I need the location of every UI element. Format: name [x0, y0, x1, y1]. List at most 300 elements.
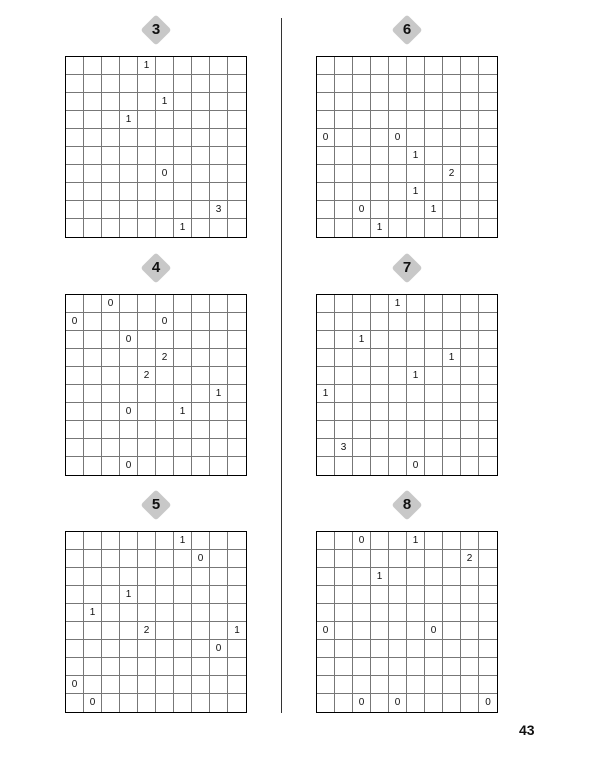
grid-cell[interactable] [228, 201, 246, 219]
grid-cell[interactable] [443, 568, 461, 586]
grid-cell[interactable] [371, 183, 389, 201]
grid-cell[interactable] [317, 586, 335, 604]
grid-cell[interactable] [425, 129, 443, 147]
grid-cell[interactable] [371, 111, 389, 129]
grid-cell[interactable] [120, 219, 138, 237]
grid-cell[interactable] [335, 532, 353, 550]
grid-cell[interactable] [156, 604, 174, 622]
grid-cell[interactable] [443, 219, 461, 237]
grid-cell[interactable] [389, 676, 407, 694]
grid-cell[interactable] [210, 457, 228, 475]
clue-cell[interactable]: 2 [461, 550, 479, 568]
grid-cell[interactable] [192, 183, 210, 201]
grid-cell[interactable] [138, 550, 156, 568]
grid-cell[interactable] [228, 331, 246, 349]
grid-cell[interactable] [210, 403, 228, 421]
grid-cell[interactable] [479, 421, 497, 439]
grid-cell[interactable] [479, 658, 497, 676]
grid-cell[interactable] [138, 421, 156, 439]
grid-cell[interactable] [84, 421, 102, 439]
grid-cell[interactable] [389, 421, 407, 439]
clue-cell[interactable]: 0 [84, 694, 102, 712]
clue-cell[interactable]: 2 [138, 622, 156, 640]
grid-cell[interactable] [84, 550, 102, 568]
grid-cell[interactable] [353, 295, 371, 313]
grid-cell[interactable] [102, 331, 120, 349]
grid-cell[interactable] [425, 331, 443, 349]
grid-cell[interactable] [353, 403, 371, 421]
grid-cell[interactable] [335, 694, 353, 712]
grid-cell[interactable] [192, 57, 210, 75]
grid-cell[interactable] [389, 313, 407, 331]
grid-cell[interactable] [120, 183, 138, 201]
clue-cell[interactable]: 0 [317, 129, 335, 147]
grid-cell[interactable] [210, 658, 228, 676]
grid-cell[interactable] [335, 57, 353, 75]
grid-cell[interactable] [228, 403, 246, 421]
grid-cell[interactable] [461, 313, 479, 331]
grid-cell[interactable] [371, 658, 389, 676]
grid-cell[interactable] [317, 331, 335, 349]
grid-cell[interactable] [210, 439, 228, 457]
grid-cell[interactable] [66, 147, 84, 165]
grid-cell[interactable] [138, 183, 156, 201]
grid-cell[interactable] [407, 550, 425, 568]
grid-cell[interactable] [443, 604, 461, 622]
grid-cell[interactable] [443, 147, 461, 165]
grid-cell[interactable] [66, 201, 84, 219]
grid-cell[interactable] [389, 403, 407, 421]
grid-cell[interactable] [156, 568, 174, 586]
grid-cell[interactable] [317, 658, 335, 676]
grid-cell[interactable] [138, 331, 156, 349]
grid-cell[interactable] [443, 129, 461, 147]
grid-cell[interactable] [84, 622, 102, 640]
grid-cell[interactable] [443, 550, 461, 568]
grid-cell[interactable] [102, 604, 120, 622]
grid-cell[interactable] [317, 457, 335, 475]
grid-cell[interactable] [443, 403, 461, 421]
clue-cell[interactable]: 2 [138, 367, 156, 385]
grid-cell[interactable] [120, 295, 138, 313]
grid-cell[interactable] [389, 457, 407, 475]
grid-cell[interactable] [425, 295, 443, 313]
clue-cell[interactable]: 1 [425, 201, 443, 219]
grid-cell[interactable] [425, 367, 443, 385]
grid-cell[interactable] [461, 183, 479, 201]
grid-cell[interactable] [479, 622, 497, 640]
grid-cell[interactable] [156, 111, 174, 129]
grid-cell[interactable] [138, 439, 156, 457]
grid-cell[interactable] [479, 219, 497, 237]
grid-cell[interactable] [102, 532, 120, 550]
grid-cell[interactable] [102, 586, 120, 604]
grid-cell[interactable] [192, 111, 210, 129]
grid-cell[interactable] [66, 57, 84, 75]
grid-cell[interactable] [84, 111, 102, 129]
clue-cell[interactable]: 0 [210, 640, 228, 658]
grid-cell[interactable] [174, 640, 192, 658]
grid-cell[interactable] [407, 313, 425, 331]
grid-cell[interactable] [461, 568, 479, 586]
grid-cell[interactable] [228, 111, 246, 129]
grid-cell[interactable] [461, 604, 479, 622]
clue-cell[interactable]: 1 [120, 586, 138, 604]
grid-cell[interactable] [461, 367, 479, 385]
grid-cell[interactable] [443, 75, 461, 93]
grid-cell[interactable] [192, 367, 210, 385]
clue-cell[interactable]: 0 [389, 694, 407, 712]
grid-cell[interactable] [138, 457, 156, 475]
grid-cell[interactable] [156, 457, 174, 475]
grid-cell[interactable] [479, 586, 497, 604]
grid-cell[interactable] [120, 313, 138, 331]
grid-cell[interactable] [84, 568, 102, 586]
grid-cell[interactable] [407, 439, 425, 457]
grid-cell[interactable] [353, 604, 371, 622]
grid-cell[interactable] [228, 165, 246, 183]
grid-cell[interactable] [389, 439, 407, 457]
puzzle-grid[interactable] [65, 294, 247, 476]
clue-cell[interactable]: 0 [156, 313, 174, 331]
grid-cell[interactable] [317, 568, 335, 586]
grid-cell[interactable] [84, 295, 102, 313]
grid-cell[interactable] [120, 93, 138, 111]
grid-cell[interactable] [479, 568, 497, 586]
grid-cell[interactable] [210, 331, 228, 349]
grid-cell[interactable] [461, 147, 479, 165]
grid-cell[interactable] [174, 129, 192, 147]
grid-cell[interactable] [407, 201, 425, 219]
grid-cell[interactable] [317, 367, 335, 385]
puzzle-grid[interactable] [316, 531, 498, 713]
clue-cell[interactable]: 2 [156, 349, 174, 367]
grid-cell[interactable] [66, 403, 84, 421]
grid-cell[interactable] [228, 550, 246, 568]
grid-cell[interactable] [156, 129, 174, 147]
grid-cell[interactable] [228, 421, 246, 439]
grid-cell[interactable] [353, 129, 371, 147]
grid-cell[interactable] [210, 568, 228, 586]
grid-cell[interactable] [210, 622, 228, 640]
grid-cell[interactable] [479, 676, 497, 694]
grid-cell[interactable] [425, 658, 443, 676]
grid-cell[interactable] [425, 147, 443, 165]
grid-cell[interactable] [210, 421, 228, 439]
grid-cell[interactable] [120, 421, 138, 439]
grid-cell[interactable] [389, 219, 407, 237]
grid-cell[interactable] [407, 349, 425, 367]
grid-cell[interactable] [138, 201, 156, 219]
grid-cell[interactable] [120, 349, 138, 367]
grid-cell[interactable] [228, 532, 246, 550]
grid-cell[interactable] [156, 532, 174, 550]
grid-cell[interactable] [192, 694, 210, 712]
grid-cell[interactable] [138, 93, 156, 111]
grid-cell[interactable] [84, 658, 102, 676]
grid-cell[interactable] [138, 385, 156, 403]
grid-cell[interactable] [66, 75, 84, 93]
grid-cell[interactable] [156, 694, 174, 712]
grid-cell[interactable] [317, 439, 335, 457]
grid-cell[interactable] [192, 604, 210, 622]
grid-cell[interactable] [335, 640, 353, 658]
grid-cell[interactable] [66, 532, 84, 550]
grid-cell[interactable] [461, 658, 479, 676]
grid-cell[interactable] [425, 385, 443, 403]
grid-cell[interactable] [461, 93, 479, 111]
grid-cell[interactable] [443, 57, 461, 75]
grid-cell[interactable] [317, 147, 335, 165]
grid-cell[interactable] [138, 219, 156, 237]
grid-cell[interactable] [174, 331, 192, 349]
grid-cell[interactable] [66, 550, 84, 568]
grid-cell[interactable] [192, 313, 210, 331]
grid-cell[interactable] [371, 165, 389, 183]
grid-cell[interactable] [102, 658, 120, 676]
grid-cell[interactable] [371, 676, 389, 694]
grid-cell[interactable] [84, 57, 102, 75]
grid-cell[interactable] [156, 201, 174, 219]
grid-cell[interactable] [210, 586, 228, 604]
grid-cell[interactable] [479, 403, 497, 421]
grid-cell[interactable] [120, 676, 138, 694]
grid-cell[interactable] [443, 586, 461, 604]
grid-cell[interactable] [102, 403, 120, 421]
grid-cell[interactable] [228, 439, 246, 457]
grid-cell[interactable] [210, 129, 228, 147]
grid-cell[interactable] [479, 550, 497, 568]
grid-cell[interactable] [102, 457, 120, 475]
grid-cell[interactable] [479, 367, 497, 385]
grid-cell[interactable] [371, 331, 389, 349]
grid-cell[interactable] [102, 201, 120, 219]
grid-cell[interactable] [138, 586, 156, 604]
grid-cell[interactable] [371, 586, 389, 604]
clue-cell[interactable]: 1 [174, 532, 192, 550]
grid-cell[interactable] [228, 457, 246, 475]
grid-cell[interactable] [317, 165, 335, 183]
grid-cell[interactable] [389, 57, 407, 75]
grid-cell[interactable] [66, 331, 84, 349]
grid-cell[interactable] [335, 658, 353, 676]
grid-cell[interactable] [84, 676, 102, 694]
grid-cell[interactable] [371, 532, 389, 550]
grid-cell[interactable] [66, 295, 84, 313]
grid-cell[interactable] [317, 75, 335, 93]
grid-cell[interactable] [120, 640, 138, 658]
grid-cell[interactable] [371, 622, 389, 640]
grid-cell[interactable] [335, 676, 353, 694]
grid-cell[interactable] [317, 640, 335, 658]
clue-cell[interactable]: 1 [407, 147, 425, 165]
grid-cell[interactable] [66, 586, 84, 604]
grid-cell[interactable] [389, 385, 407, 403]
grid-cell[interactable] [156, 439, 174, 457]
grid-cell[interactable] [156, 385, 174, 403]
grid-cell[interactable] [389, 622, 407, 640]
grid-cell[interactable] [425, 57, 443, 75]
grid-cell[interactable] [138, 640, 156, 658]
grid-cell[interactable] [371, 385, 389, 403]
grid-cell[interactable] [443, 313, 461, 331]
grid-cell[interactable] [389, 604, 407, 622]
grid-cell[interactable] [174, 349, 192, 367]
grid-cell[interactable] [228, 129, 246, 147]
grid-cell[interactable] [443, 658, 461, 676]
grid-cell[interactable] [120, 165, 138, 183]
grid-cell[interactable] [210, 183, 228, 201]
puzzle-grid[interactable] [316, 56, 498, 238]
grid-cell[interactable] [156, 295, 174, 313]
grid-cell[interactable] [228, 640, 246, 658]
grid-cell[interactable] [353, 165, 371, 183]
grid-cell[interactable] [120, 550, 138, 568]
grid-cell[interactable] [66, 385, 84, 403]
grid-cell[interactable] [138, 165, 156, 183]
grid-cell[interactable] [425, 457, 443, 475]
grid-cell[interactable] [317, 313, 335, 331]
grid-cell[interactable] [353, 75, 371, 93]
grid-cell[interactable] [389, 75, 407, 93]
grid-cell[interactable] [210, 111, 228, 129]
grid-cell[interactable] [353, 183, 371, 201]
grid-cell[interactable] [84, 385, 102, 403]
grid-cell[interactable] [210, 313, 228, 331]
clue-cell[interactable]: 1 [156, 93, 174, 111]
grid-cell[interactable] [371, 129, 389, 147]
grid-cell[interactable] [156, 403, 174, 421]
grid-cell[interactable] [425, 532, 443, 550]
grid-cell[interactable] [84, 403, 102, 421]
grid-cell[interactable] [389, 550, 407, 568]
grid-cell[interactable] [102, 568, 120, 586]
grid-cell[interactable] [335, 604, 353, 622]
grid-cell[interactable] [461, 694, 479, 712]
grid-cell[interactable] [479, 111, 497, 129]
grid-cell[interactable] [353, 111, 371, 129]
grid-cell[interactable] [461, 586, 479, 604]
grid-cell[interactable] [156, 658, 174, 676]
grid-cell[interactable] [317, 201, 335, 219]
grid-cell[interactable] [425, 93, 443, 111]
grid-cell[interactable] [479, 129, 497, 147]
grid-cell[interactable] [407, 295, 425, 313]
grid-cell[interactable] [120, 129, 138, 147]
grid-cell[interactable] [120, 622, 138, 640]
grid-cell[interactable] [371, 201, 389, 219]
grid-cell[interactable] [317, 349, 335, 367]
grid-cell[interactable] [317, 295, 335, 313]
clue-cell[interactable]: 0 [192, 550, 210, 568]
grid-cell[interactable] [389, 532, 407, 550]
grid-cell[interactable] [138, 694, 156, 712]
grid-cell[interactable] [120, 658, 138, 676]
grid-cell[interactable] [461, 201, 479, 219]
grid-cell[interactable] [174, 658, 192, 676]
grid-cell[interactable] [138, 604, 156, 622]
grid-cell[interactable] [174, 183, 192, 201]
grid-cell[interactable] [210, 93, 228, 111]
clue-cell[interactable]: 3 [210, 201, 228, 219]
grid-cell[interactable] [353, 219, 371, 237]
grid-cell[interactable] [479, 331, 497, 349]
grid-cell[interactable] [102, 75, 120, 93]
grid-cell[interactable] [461, 676, 479, 694]
grid-cell[interactable] [174, 295, 192, 313]
grid-cell[interactable] [66, 622, 84, 640]
grid-cell[interactable] [479, 147, 497, 165]
grid-cell[interactable] [479, 165, 497, 183]
puzzle-grid[interactable] [65, 531, 247, 713]
clue-cell[interactable]: 0 [317, 622, 335, 640]
grid-cell[interactable] [228, 93, 246, 111]
grid-cell[interactable] [120, 532, 138, 550]
grid-cell[interactable] [353, 349, 371, 367]
clue-cell[interactable]: 0 [120, 403, 138, 421]
grid-cell[interactable] [407, 586, 425, 604]
grid-cell[interactable] [479, 640, 497, 658]
grid-cell[interactable] [461, 129, 479, 147]
grid-cell[interactable] [120, 439, 138, 457]
grid-cell[interactable] [102, 622, 120, 640]
grid-cell[interactable] [461, 532, 479, 550]
grid-cell[interactable] [353, 550, 371, 568]
grid-cell[interactable] [461, 57, 479, 75]
grid-cell[interactable] [210, 550, 228, 568]
grid-cell[interactable] [174, 550, 192, 568]
grid-cell[interactable] [443, 111, 461, 129]
grid-cell[interactable] [120, 568, 138, 586]
grid-cell[interactable] [84, 183, 102, 201]
grid-cell[interactable] [353, 57, 371, 75]
grid-cell[interactable] [138, 129, 156, 147]
clue-cell[interactable]: 1 [228, 622, 246, 640]
grid-cell[interactable] [102, 349, 120, 367]
grid-cell[interactable] [174, 313, 192, 331]
grid-cell[interactable] [443, 676, 461, 694]
grid-cell[interactable] [102, 421, 120, 439]
clue-cell[interactable]: 0 [66, 676, 84, 694]
grid-cell[interactable] [156, 367, 174, 385]
grid-cell[interactable] [353, 658, 371, 676]
grid-cell[interactable] [479, 295, 497, 313]
grid-cell[interactable] [210, 532, 228, 550]
clue-cell[interactable]: 2 [443, 165, 461, 183]
grid-cell[interactable] [192, 147, 210, 165]
grid-cell[interactable] [479, 604, 497, 622]
grid-cell[interactable] [461, 622, 479, 640]
grid-cell[interactable] [389, 586, 407, 604]
grid-cell[interactable] [479, 457, 497, 475]
grid-cell[interactable] [228, 75, 246, 93]
grid-cell[interactable] [174, 93, 192, 111]
grid-cell[interactable] [479, 201, 497, 219]
clue-cell[interactable]: 0 [353, 201, 371, 219]
grid-cell[interactable] [353, 640, 371, 658]
grid-cell[interactable] [407, 93, 425, 111]
grid-cell[interactable] [371, 75, 389, 93]
grid-cell[interactable] [210, 349, 228, 367]
grid-cell[interactable] [335, 331, 353, 349]
grid-cell[interactable] [66, 111, 84, 129]
grid-cell[interactable] [66, 219, 84, 237]
grid-cell[interactable] [210, 57, 228, 75]
grid-cell[interactable] [192, 421, 210, 439]
grid-cell[interactable] [353, 367, 371, 385]
grid-cell[interactable] [335, 219, 353, 237]
grid-cell[interactable] [353, 439, 371, 457]
